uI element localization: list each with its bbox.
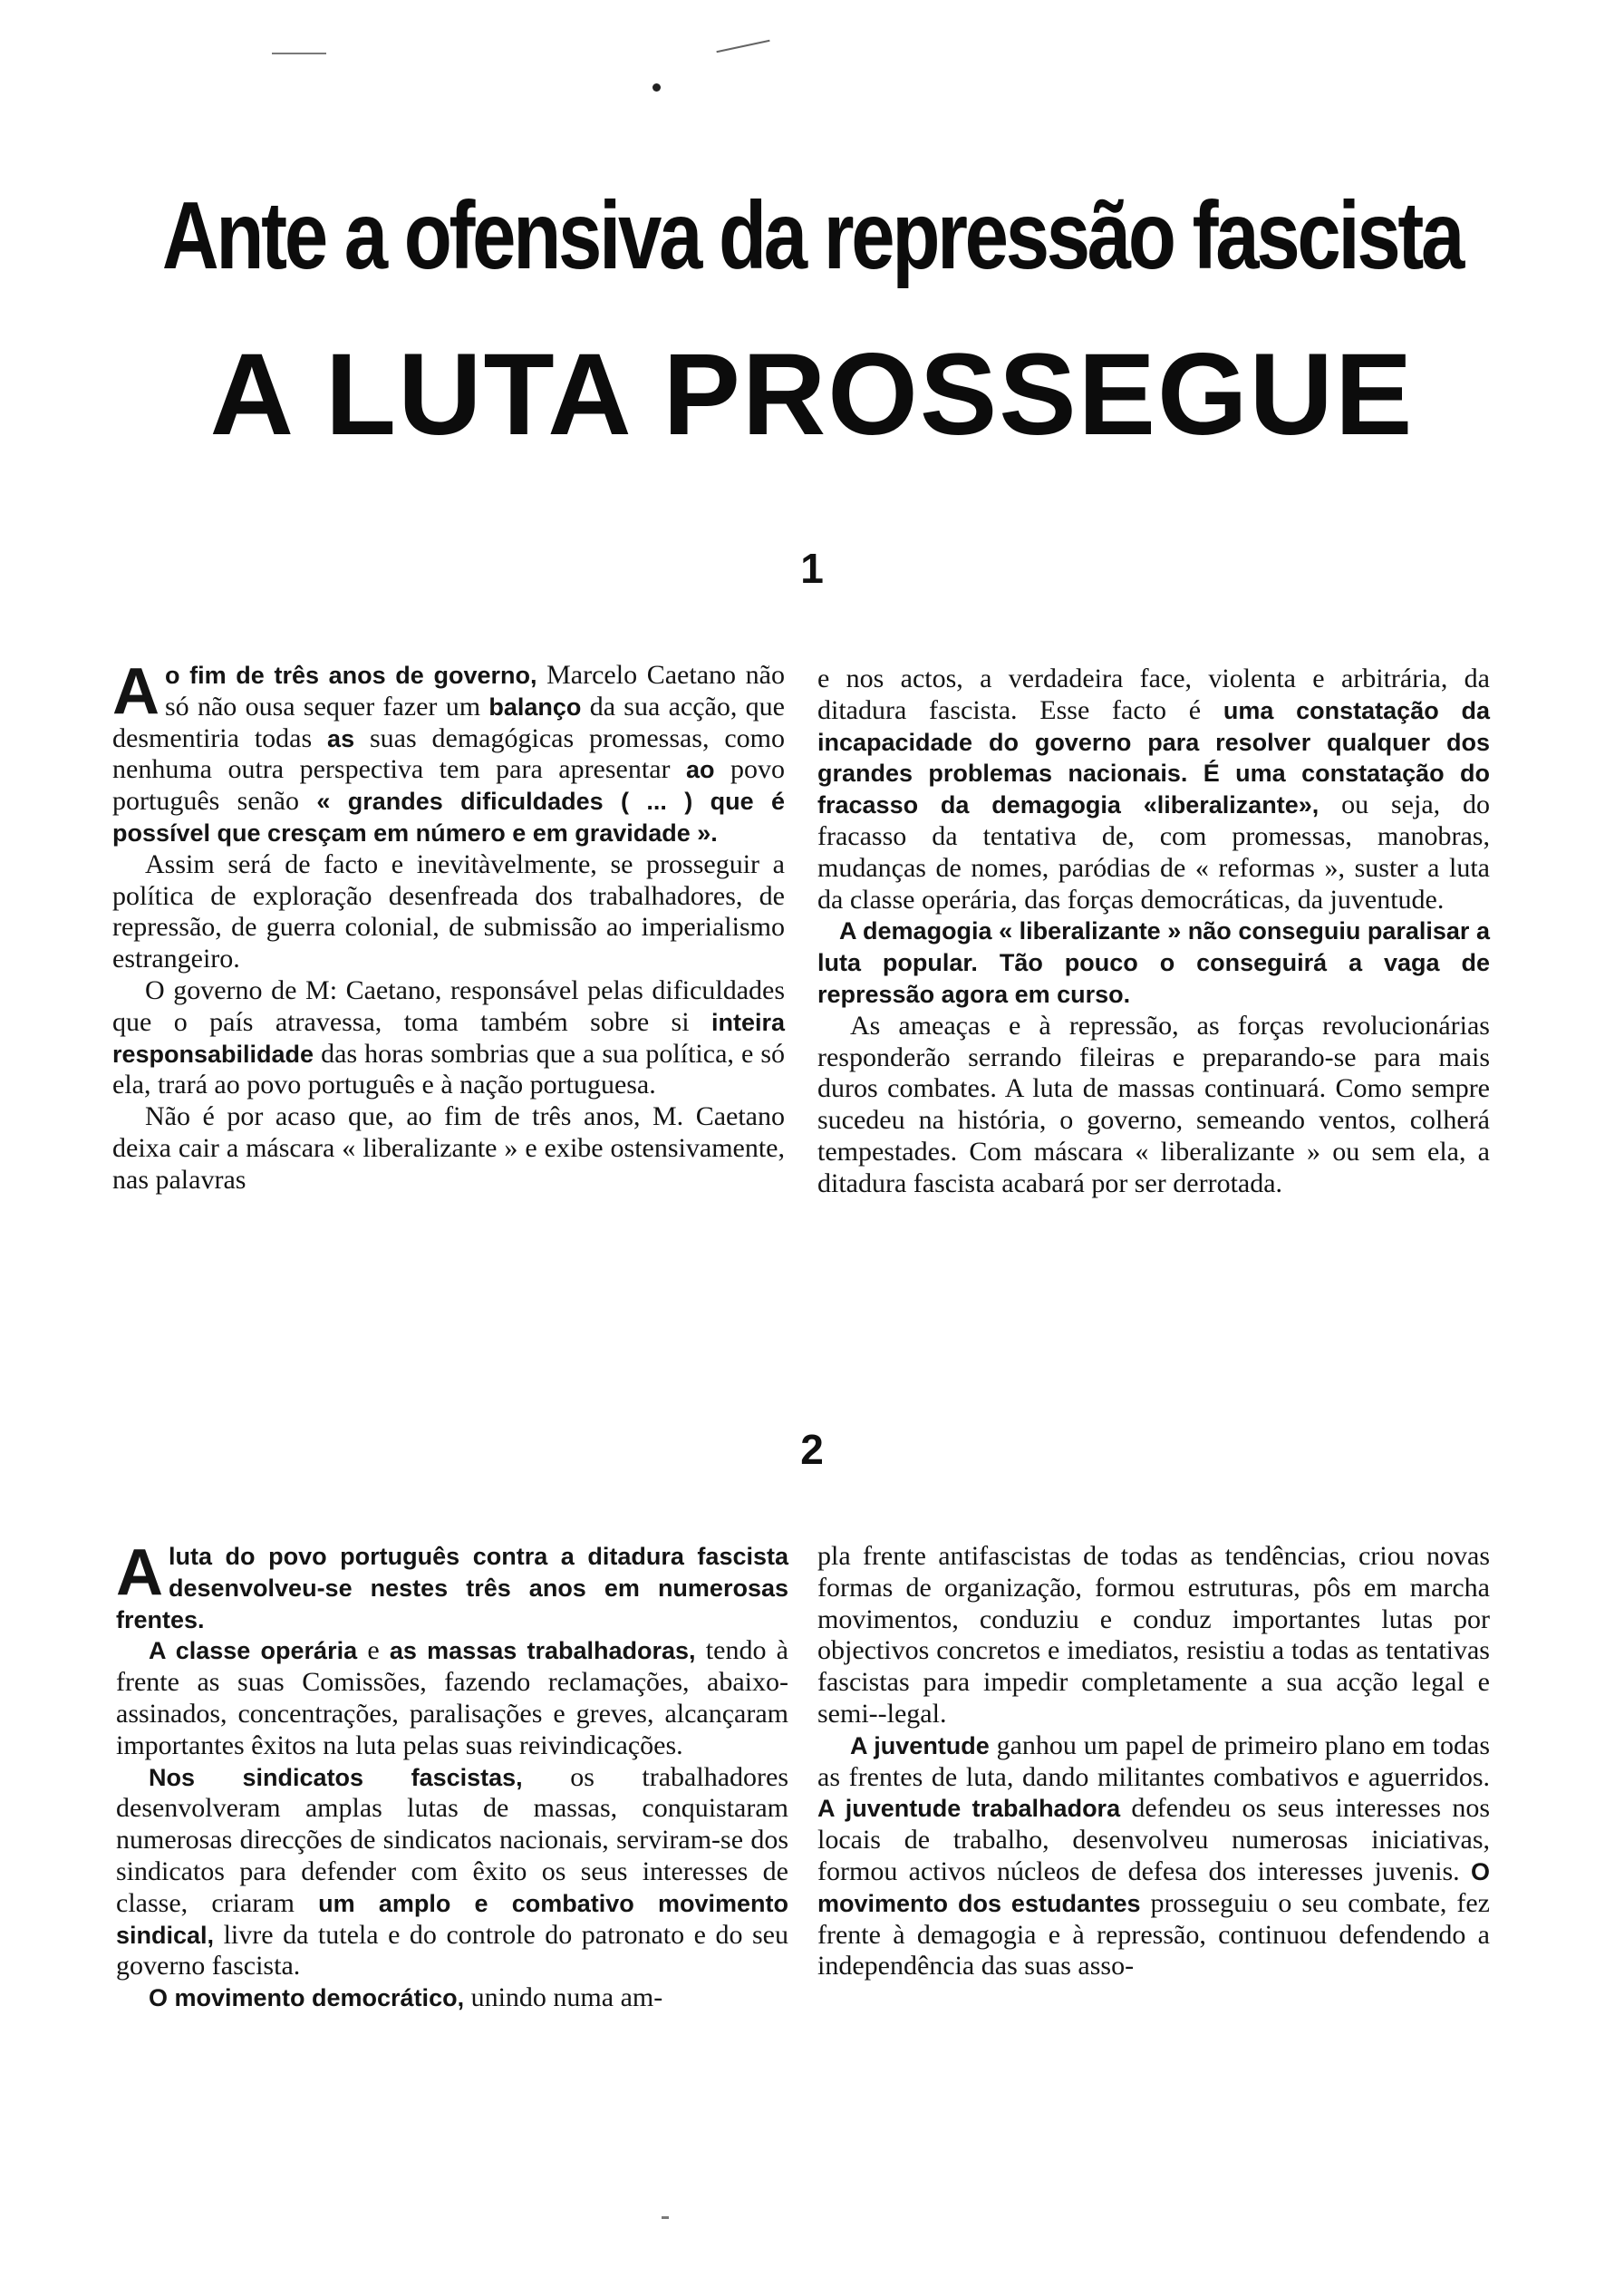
paragraph [116,1536,788,1635]
bold-text: « grandes dificuldades ( ... ) que é possível que cresçam em número e em gravidade ». [112,788,785,847]
text: unindo numa am- [464,1982,663,2013]
bold-text: A classe operária [149,1637,358,1665]
print-mark [662,2216,669,2219]
bold-text: O movimento democrático, [149,1984,465,2012]
bold-text: as [327,724,355,752]
text: defendeu os seus interesses nos locais de trabalho, desenvolveu numerosas iniciativas, formou activos núcleos de defesa dos interesses juvenis. [817,1793,1490,1886]
text: os trabalhadores desenvolveram amplas lutas de massas, conquistaram numerosas direcções de sindicatos nacionais, serviram-se dos sindicatos para defender com êxito os seus interesses de classe, criaram [116,1761,788,1918]
text: povo português senão [112,754,786,817]
print-mark [652,83,661,92]
text: prosseguiu o seu combate, fez frente à demagogia e à repressão, continuou defendendo a independência das suas asso- [817,1887,1490,1981]
print-mark [716,40,769,53]
section-2-column-2 [817,1541,1490,1982]
print-mark [272,53,326,54]
text: livre da tutela e do controle do patronato e do seu governo fascista. [116,1919,788,1981]
section-number-2: 2 [800,1426,824,1473]
drop-cap: A [116,1536,163,1609]
text: da sua acção, que desmentiria todas [112,691,785,753]
paragraph [116,1762,788,1983]
paragraph: pla frente antifascistas de todas as tendências, criou novas formas de organização, formou estruturas, pôs em marcha movimentos, conduziu e conduz importantes lutas por objectivos concretos e imediatos, resistiu a todas as tentativas fascistas para impedir completamente a sua acção legal e semi--legal. [817,1541,1490,1729]
bold-text: balanço [488,693,582,721]
bold-text: uma constatação da incapacidade do governo para resolver qualquer dos grandes problemas nacionais. É uma constatação do fracasso da demagogia «liberalizante», [817,696,1490,819]
bold-text: luta do povo português contra a ditadura fascista desenvolveu-se nestes três anos em numerosas frentes. [116,1543,788,1633]
bold-text: ao [686,756,715,784]
paragraph: Assim será de facto e inevitàvelmente, se prosseguir a política de exploração desenfreada dos trabalhadores, de repressão, de guerra colonial, de submissão ao imperialismo estrangeiro. [112,848,785,974]
headline-line2: A LUTA PROSSEGUE [209,330,1415,460]
section-1-column-1 [112,655,786,1197]
section-1-column-2 [817,664,1490,1200]
bold-text: Nos sindicatos fascistas, [149,1763,523,1791]
paragraph [116,1635,788,1761]
paragraph [817,1730,1490,1982]
text: ganhou um papel de primeiro plano em todas as frentes de luta, dando militantes combativos e aguerridos. [817,1730,1491,1792]
text: ou seja, do fracasso da tentativa de, com promessas, manobras, mudanças de nomes, paródias de « reformas », suster a luta da classe operária, das forças democráticas, da juventude. [817,790,1490,915]
drop-cap: A [112,655,160,728]
bold-text: O movimento dos estudantes [817,1857,1490,1917]
text: e [357,1635,390,1666]
text: suas demagógicas promessas, como nenhuma outra perspectiva tem para apresentar [112,722,786,785]
paragraph [817,664,1490,916]
bold-text: um amplo e combativo movimento sindical, [116,1889,788,1949]
section-number-1: 1 [800,545,824,592]
bold-text: as massas trabalhadoras, [389,1637,696,1665]
paragraph: Não é por acaso que, ao fim de três anos, M. Caetano deixa cair a máscara « liberalizante » e exibe ostensivamente, nas palavras [112,1101,785,1195]
paragraph: A demagogia « liberalizante » não conseguiu paralisar a luta popular. Tão pouco o conseguirá a vaga de repressão agora em curso. [817,917,1490,1008]
bold-text: o fim de três anos de governo, [165,662,537,689]
section-2-column-1 [116,1536,788,2014]
text: e nos actos, a verdadeira face, violenta e arbitrária, da ditadura fascista. Esse facto é [817,664,1490,725]
paragraph [112,655,786,849]
paragraph: As ameaças e à repressão, as forças revolucionárias responderão serrando fileiras e preparando-se para mais duros combates. A luta de massas continuará. Como sempre sucedeu na história, o governo, semeando ventos, colherá tempestades. Com máscara « liberalizante » ou sem ela, a ditadura fascista acabará por ser derrotada. [817,1010,1490,1198]
text: das horas sombrias que a sua política, e só ela, trará ao povo português e à nação portuguesa. [112,1038,785,1100]
bold-text: A juventude trabalhadora [817,1795,1121,1823]
text: O governo de M: Caetano, responsável pelas dificuldades que o país atravessa, toma também sobre si [112,974,785,1037]
paragraph [112,975,785,1101]
text: tendo à frente as suas Comissões, fazendo reclamações, abaixo-assinados, concentrações, paralisações e greves, alcançaram importantes êxitos na luta pelas suas reivindicações. [116,1635,788,1760]
paragraph [116,1982,788,2014]
text: Marcelo Caetano não só não ousa sequer fazer um [165,660,785,722]
headline-line1: Ante a ofensiva da repressão fascista [161,182,1463,289]
bold-text: inteira responsabilidade [112,1008,785,1068]
bold-text: A juventude [850,1731,990,1759]
